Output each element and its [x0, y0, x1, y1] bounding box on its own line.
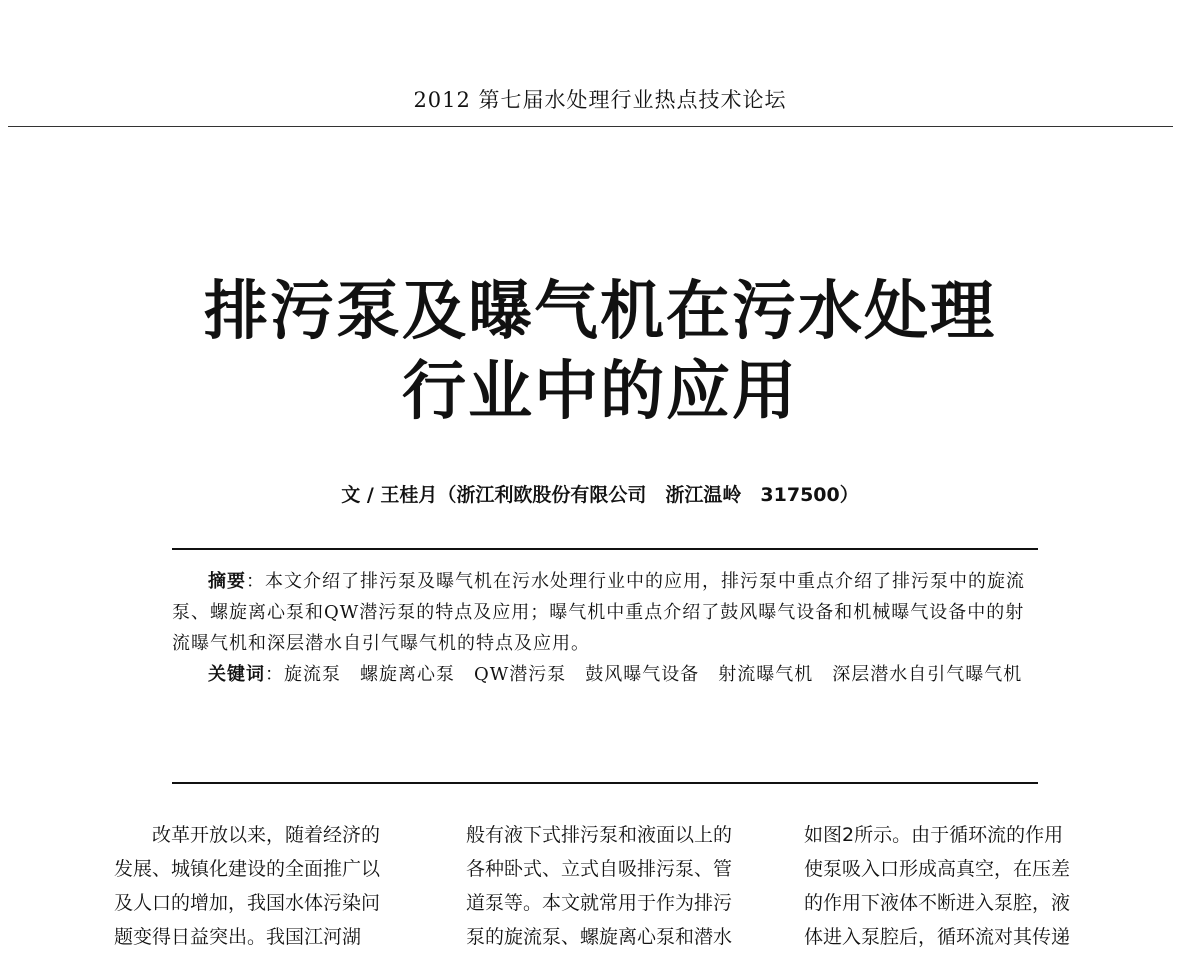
body-column-2-text: 般有液下式排污泵和液面以上的各种卧式、立式自吸排污泵、管道泵等。本文就常用于作为排污泵的旋流泵、螺旋离心泵和潜水 [466, 824, 733, 948]
body-column-3-text: 如图2所示。由于循环流的作用使泵吸入口形成高真空，在压差的作用下液体不断进入泵腔，液体进入泵腔后，循环流对其传递 [804, 824, 1071, 948]
keywords-label: 关键词 [208, 664, 265, 685]
title-line-2: 行业中的应用 [402, 354, 798, 429]
abstract-label: 摘要 [208, 571, 246, 592]
abstract-paragraph [172, 566, 1038, 659]
keywords-text: ：旋流泵 螺旋离心泵 QW潜污泵 鼓风曝气设备 射流曝气机 深层潜水自引气曝气机 [265, 664, 1023, 685]
abstract-top-rule [172, 548, 1038, 550]
keywords-paragraph [172, 659, 1038, 690]
body-column-1 [114, 818, 392, 954]
abstract-block [172, 566, 1038, 690]
conference-header: 2012 第七届水处理行业热点技术论坛 [413, 88, 787, 112]
title-line-1: 排污泵及曝气机在污水处理 [204, 274, 996, 349]
body-column-3 [804, 818, 1082, 954]
article-title [0, 272, 1200, 432]
author-line: 文 / 王桂月（浙江利欧股份有限公司 浙江温岭 317500） [341, 484, 859, 506]
body-column-1-text: 改革开放以来，随着经济的发展、城镇化建设的全面推广以及人口的增加，我国水体污染问题变得日益突出。我国江河湖 [114, 824, 381, 948]
abstract-text: ：本文介绍了排污泵及曝气机在污水处理行业中的应用，排污泵中重点介绍了排污泵中的旋流泵、螺旋离心泵和QW潜污泵的特点及应用；曝气机中重点介绍了鼓风曝气设备和机械曝气设备中的射流曝气机和深层潜水自引气曝气机的特点及应用。 [172, 571, 1025, 654]
body-column-2 [466, 818, 744, 954]
header-divider [8, 126, 1173, 127]
abstract-bottom-rule [172, 782, 1038, 784]
